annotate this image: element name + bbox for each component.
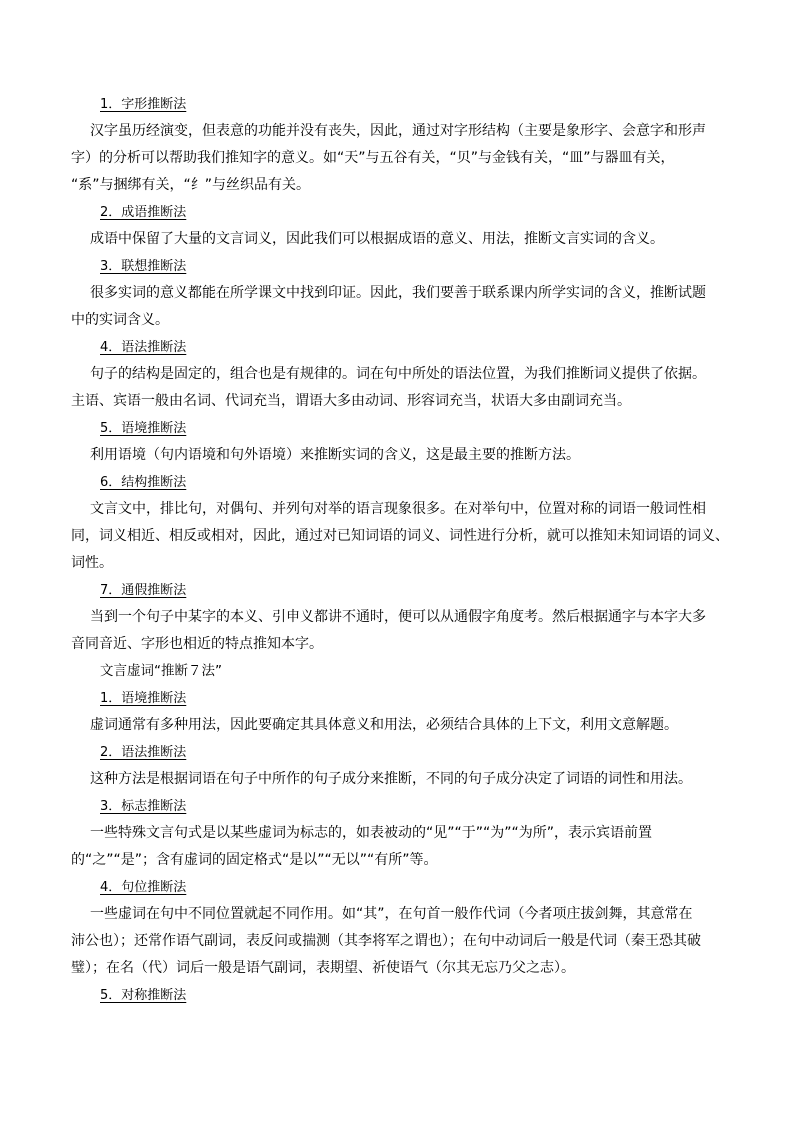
document-content [71,91,731,1009]
section-paragraph: 利用语境（句内语境和句外语境）来推断实词的含义，这是最主要的推断方法。 [90,447,580,463]
section-6 [71,469,731,577]
section-paragraph: 成语中保留了大量的文言词义，因此我们可以根据成语的意义、用法，推断文言实词的含义。 [90,231,664,247]
section-7 [71,577,731,658]
section-paragraph: 虚词通常有多种用法，因此要确定其具体意义和用法，必须结合具体的上下文，利用文意解题。 [90,717,678,733]
subtitle: 文言虚词“推断７法” [100,663,222,679]
section-heading: 1．字形推断法 [100,97,187,112]
section-heading: 2．成语推断法 [100,205,187,220]
section-heading: 7．通假推断法 [100,583,187,598]
section2-2 [71,739,731,793]
section-paragraph: 这种方法是根据词语在句子中所作的句子成分来推断，不同的句子成分决定了词语的词性和用法。 [90,771,692,787]
section-1 [71,91,731,199]
section-paragraph: 句子的结构是固定的，组合也是有规律的。词在句中所处的语法位置，为我们推断词义提供了依据。 主语、宾语一般由名词、代词充当，谓语大多由动词、形容词充当，状语大多由副词充当。 [71,366,706,409]
section-paragraph: 当到一个句子中某字的本义、引申义都讲不通时，便可以从通假字角度考。然后根据通字与本字大多 音同音近、字形也相近的特点推知本字。 [71,609,706,652]
section-heading: 2．语法推断法 [100,745,187,760]
section-heading: 5．对称推断法 [100,988,187,1003]
section-paragraph: 一些特殊文言句式是以某些虚词为标志的，如表被动的“见”“于”“为”“为所”，表示宾语前置 的“之”“是”；含有虚词的固定格式“是以”“无以”“有所”等。 [71,825,653,868]
section-4 [71,334,731,415]
section-paragraph: 一些虚词在句中不同位置就起不同作用。如“其”，在句首一般作代词（今者项庄拔剑舞，其意常在 沛公也）；还常作语气副词，表反问或揣测（其李将军之谓也）；在句中动词后一般是代词（秦王恐其破 璧）；在名（代）词后一般是语气副词，表期望、祈使语气（尔其无忘乃父之志）。 [71,906,701,976]
section2-4 [71,874,731,982]
section-heading: 5．语境推断法 [100,421,187,436]
section-paragraph: 汉字虽历经演变，但表意的功能并没有丧失，因此，通过对字形结构（主要是象形字、会意字和形声 字）的分析可以帮助我们推知字的意义。如“天”与五谷有关，“贝”与金钱有关，“皿”与器皿有关， “系”与捆绑有关，“纟”与丝织品有关。 [71,123,706,193]
section-heading: 1．语境推断法 [100,691,187,706]
section-2 [71,199,731,253]
section-paragraph: 文言文中，排比句，对偶句、并列句对举的语言现象很多。在对举句中，位置对称的词语一般词性相 同，词义相近、相反或相对，因此，通过对已知词语的词义、词性进行分析，就可以推知未知词语的词义、 词性。 [71,501,729,571]
section2-1 [71,685,731,739]
section-heading: 3．标志推断法 [100,799,187,814]
section-5 [71,415,731,469]
section-heading: 4．句位推断法 [100,880,187,895]
section-heading: 6．结构推断法 [100,475,187,490]
section-3 [71,253,731,334]
section2-3 [71,793,731,874]
section2-5 [71,982,731,1009]
section-paragraph: 很多实词的意义都能在所学课文中找到印证。因此，我们要善于联系课内所学实词的含义，推断试题 中的实词含义。 [71,285,706,328]
section-heading: 4．语法推断法 [100,340,187,355]
section-heading: 3．联想推断法 [100,259,187,274]
